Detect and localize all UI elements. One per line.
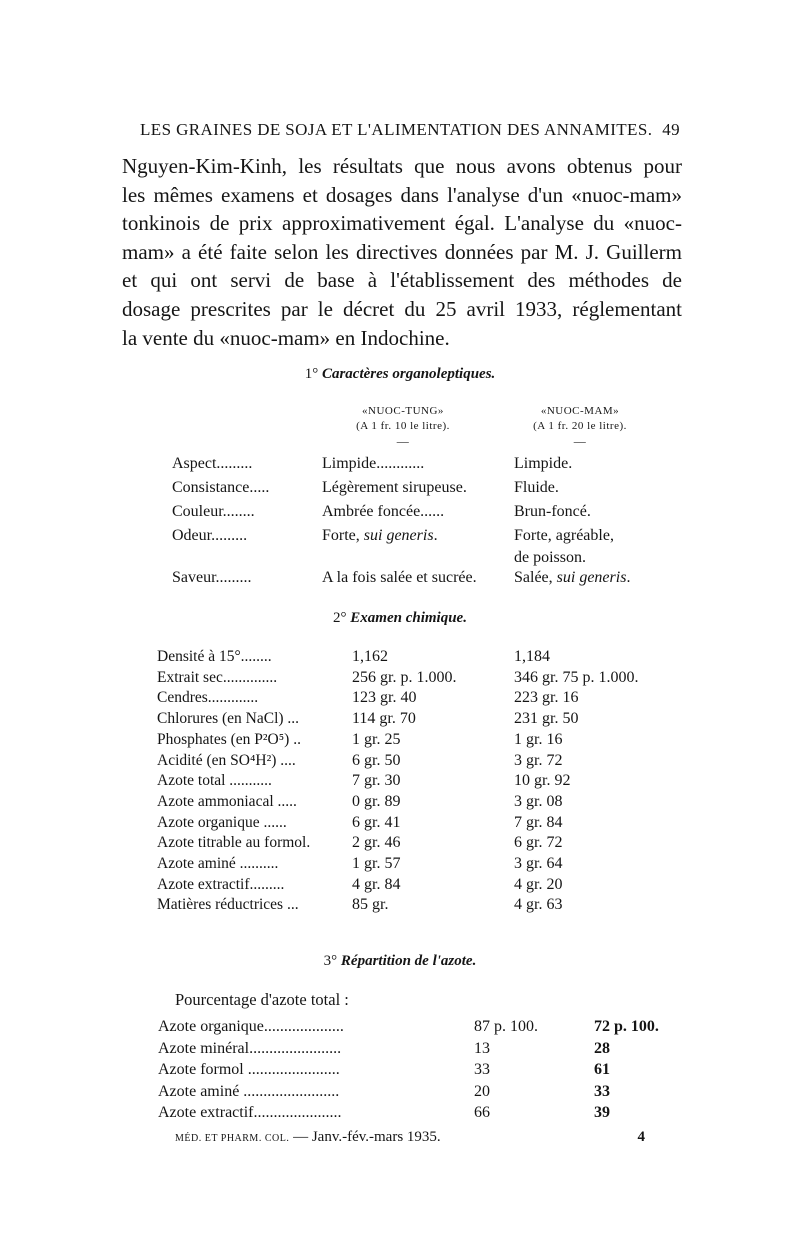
col2-price: (A 1 fr. 20 le litre).	[533, 420, 627, 432]
section1-row-value-2: Forte, agréable,	[514, 527, 614, 544]
section3-row-value-2: 61	[594, 1061, 610, 1078]
section1-row-label: Odeur.........	[172, 527, 248, 544]
section2-row-value-2: 6 gr. 72	[514, 834, 563, 852]
intro-paragraph	[122, 152, 682, 352]
section2-row-value-1: 114 gr. 70	[352, 710, 416, 728]
section3-row-label: Azote minéral.......................	[158, 1039, 342, 1057]
section3-row-label: Azote organique....................	[158, 1018, 344, 1035]
running-head	[140, 120, 680, 140]
section1-col2-header	[500, 404, 660, 449]
section2-row-value-2: 7 gr. 84	[514, 813, 563, 831]
section2-row-value-2: 4 gr. 63	[514, 896, 563, 914]
section1-title: Caractères organoleptiques.	[321, 366, 496, 382]
section3-row-label: Azote extractif......................	[158, 1104, 342, 1121]
col1-name: «NUOC-TUNG»	[362, 405, 444, 417]
section2-row-value-2: 346 gr. 75 p. 1.000.	[514, 668, 639, 686]
section2-row-label: Densité à 15°........	[157, 648, 272, 665]
footer-citation	[175, 1129, 441, 1146]
section2-row-value-1: 85 gr.	[352, 896, 389, 914]
section2-row-value-1: 123 gr. 40	[352, 689, 417, 707]
section3-row-value-1: 20	[474, 1082, 490, 1100]
section3-row-label: Azote aminé ........................	[158, 1082, 340, 1100]
section2-row-label: Azote aminé ..........	[157, 855, 279, 872]
section2-row-label: Chlorures (en NaCl) ...	[157, 710, 300, 728]
running-head-title: LES GRAINES DE SOJA ET L'ALIMENTATION DES ANNAMITES.	[140, 120, 653, 139]
section1-row-value-2: Limpide.	[514, 455, 573, 472]
section2-row-value-1: 1 gr. 25	[352, 730, 401, 748]
page-number: 49	[662, 120, 680, 139]
section2-row-label: Acidité (en SO⁴H²) ....	[157, 751, 296, 769]
section2-row-value-1: 4 gr. 84	[352, 875, 401, 893]
section2-row-value-2: 3 gr. 64	[514, 855, 563, 872]
section2-row-value-2: 3 gr. 72	[514, 751, 563, 769]
section2-row-value-1: 2 gr. 46	[352, 834, 401, 852]
section2-row-value-2: 10 gr. 92	[514, 772, 571, 790]
section2-row-label: Azote ammoniacal .....	[157, 792, 297, 810]
section1-row-label: Aspect.........	[172, 455, 253, 472]
section2-row-label: Azote extractif.........	[157, 875, 285, 893]
col2-name: «NUOC-MAM»	[540, 405, 620, 417]
section1-number: 1°	[304, 366, 319, 382]
section2-row-value-1: 1 gr. 57	[352, 855, 401, 872]
section3-heading	[0, 953, 800, 970]
intro-line: et qui ont servi de base à l'établissement des méthodes de	[122, 268, 682, 293]
section3-row-value-1: 66	[474, 1104, 490, 1121]
section1-row-value-2: Salée, sui generis.	[514, 569, 631, 586]
section3-row-value-2: 72 p. 100.	[594, 1018, 659, 1035]
section1-col1-header	[318, 404, 488, 449]
section2-row-value-1: 0 gr. 89	[352, 792, 401, 810]
section2-row-label: Phosphates (en P²O⁵) ..	[157, 730, 301, 748]
section2-row-label: Matières réductrices ...	[157, 896, 299, 914]
intro-line: mam» a été faite selon les directives données par M. J. Guillerm	[122, 239, 682, 264]
section1-row-value-1: Limpide............	[322, 455, 425, 472]
col2-dash: —	[573, 434, 587, 448]
section3-number: 3°	[323, 953, 338, 969]
section3-row-value-2: 39	[594, 1104, 610, 1121]
section1-row-value-2: Brun-foncé.	[514, 503, 591, 520]
section1-row-value-2: Fluide.	[514, 479, 559, 496]
section1-row-label: Saveur.........	[172, 569, 252, 586]
section2-number: 2°	[333, 610, 347, 626]
section2-row-label: Cendres.............	[157, 689, 259, 707]
section3-row-value-1: 13	[474, 1039, 490, 1057]
section1-row-value-1: Légèrement sirupeuse.	[322, 479, 467, 496]
col1-price: (A 1 fr. 10 le litre).	[356, 420, 450, 432]
section1-row-label: Consistance.....	[172, 479, 270, 496]
intro-line: dosage prescrites par le décret du 25 avril 1933, réglementant	[122, 296, 682, 321]
intro-line: la vente du «nuoc-mam» en Indochine.	[122, 325, 450, 350]
section2-row-value-1: 6 gr. 41	[352, 813, 401, 831]
section2-row-value-1: 1,162	[352, 648, 388, 665]
section3-row-value-1: 87 p. 100.	[474, 1018, 538, 1035]
col1-dash: —	[396, 434, 410, 448]
section2-row-label: Azote total ...........	[157, 772, 272, 790]
section2-row-value-1: 256 gr. p. 1.000.	[352, 668, 457, 686]
section3-row-value-1: 33	[474, 1061, 490, 1078]
section2-heading	[0, 610, 800, 627]
footer-journal: MÉD. ET PHARM. COL.	[175, 1133, 290, 1144]
section3-subtitle: Pourcentage d'azote total :	[175, 990, 349, 1009]
intro-line: tonkinois de prix approximativement égal. L'analyse du «nuoc-	[122, 211, 682, 236]
section2-row-label: Extrait sec..............	[157, 668, 278, 686]
section1-row-label: Couleur........	[172, 503, 255, 520]
section3-row-value-2: 33	[594, 1082, 610, 1100]
section2-row-value-1: 6 gr. 50	[352, 751, 401, 769]
section2-row-value-2: 1,184	[514, 648, 550, 665]
section3-row-label: Azote formol .......................	[158, 1061, 340, 1078]
footer	[175, 1129, 645, 1146]
section2-row-value-2: 3 gr. 08	[514, 792, 563, 810]
section2-row-value-2: 231 gr. 50	[514, 710, 579, 728]
footer-signature: 4	[637, 1129, 645, 1145]
section2-row-value-2: 223 gr. 16	[514, 689, 579, 707]
footer-date: — Janv.-fév.-mars 1935.	[293, 1129, 441, 1145]
section1-row-value-1: Forte, sui generis.	[322, 527, 438, 544]
section3-row-value-2: 28	[594, 1039, 610, 1057]
section1-row-value-1: Ambrée foncée......	[322, 503, 445, 520]
intro-line: Nguyen-Kim-Kinh, les résultats que nous avons obtenus pour	[122, 154, 682, 178]
section1-heading	[0, 366, 800, 383]
section2-row-value-2: 1 gr. 16	[514, 730, 563, 748]
section2-row-value-2: 4 gr. 20	[514, 875, 563, 893]
section2-row-label: Azote organique ......	[157, 813, 287, 831]
section2-row-value-1: 7 gr. 30	[352, 772, 401, 790]
section3-title: Répartition de l'azote.	[340, 953, 477, 969]
section2-row-label: Azote titrable au formol.	[157, 834, 311, 852]
section2-title: Examen chimique.	[350, 610, 467, 626]
intro-line: les mêmes examens et dosages dans l'analyse d'un «nuoc-mam»	[122, 182, 682, 207]
section1-row-value-1: A la fois salée et sucrée.	[322, 569, 477, 586]
section1-row-value-2: de poisson.	[514, 549, 586, 566]
